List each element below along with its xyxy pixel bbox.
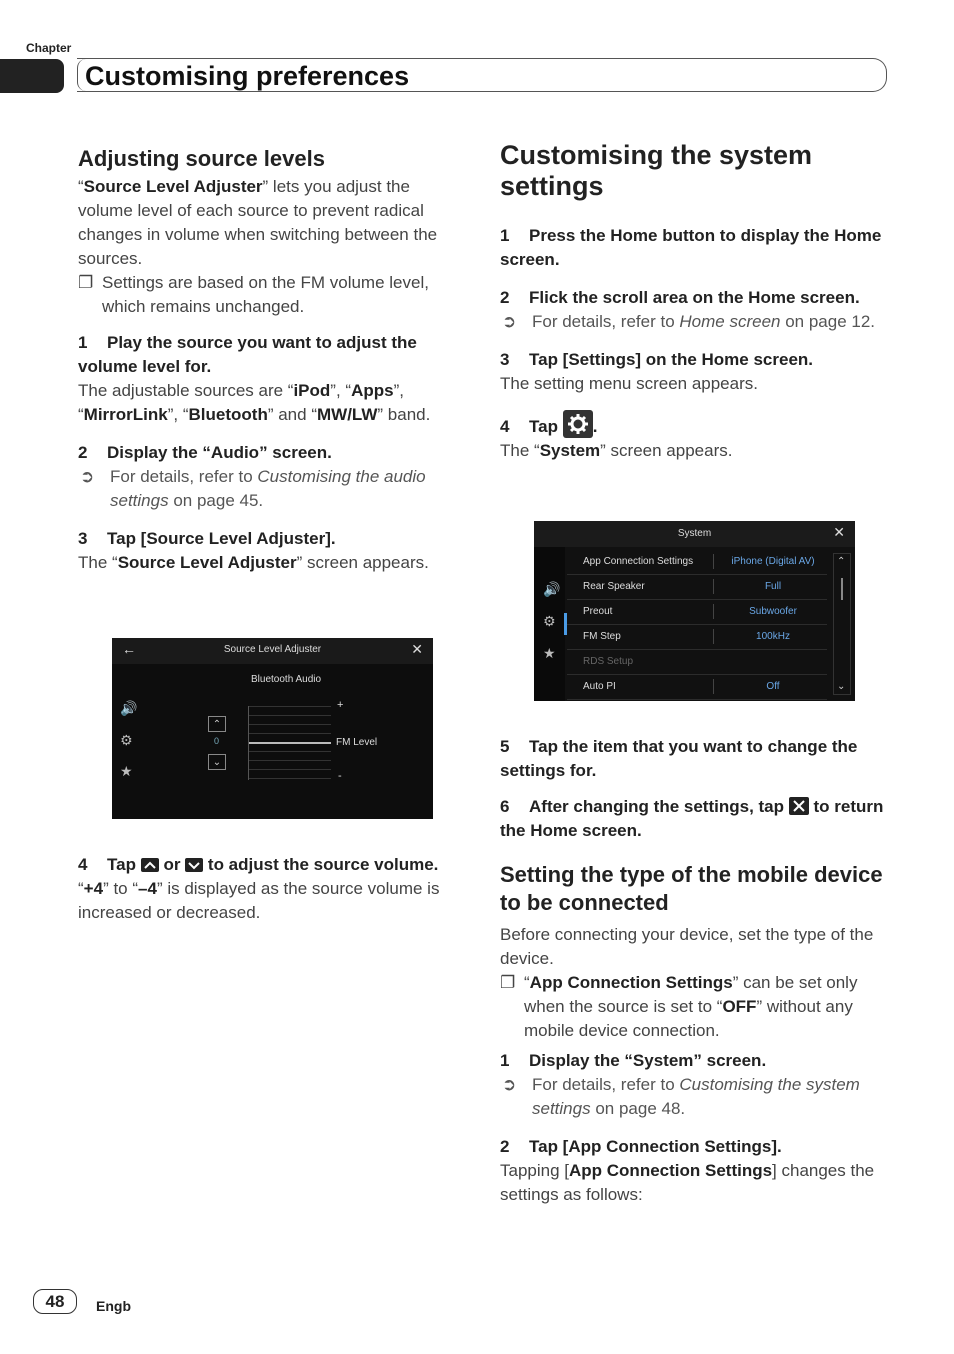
t-step-1-ref: ➲ For details, refer to Customising the system settings on page 48. — [502, 1075, 860, 1118]
screen-header — [534, 521, 855, 547]
close-icon[interactable]: ✕ — [833, 524, 845, 540]
gear-icon — [563, 410, 593, 438]
source-name: Bluetooth Audio — [251, 674, 322, 685]
close-icon[interactable]: ✕ — [411, 641, 423, 657]
scrollbar[interactable] — [833, 553, 851, 695]
section-heading-system-settings: Customising the system settings — [500, 140, 813, 201]
star-icon[interactable]: ★ — [543, 645, 556, 661]
step-3-body: The “Source Level Adjuster” screen appears. — [78, 553, 429, 572]
r-step-2-ref: ➲ For details, refer to Home screen on page 12. — [500, 310, 890, 334]
back-arrow-icon[interactable]: ← — [122, 641, 136, 657]
chapter-tab — [0, 59, 64, 93]
speaker-icon[interactable]: 🔊 — [120, 700, 138, 716]
r-step-1: 1 Press the Home button to display the Home screen. — [500, 226, 882, 269]
screen-header — [112, 638, 433, 664]
settings-row[interactable]: Preout Subwoofer — [567, 599, 827, 625]
r-step-4-body: The “System” screen appears. — [500, 441, 733, 460]
fm-level-label: FM Level — [336, 737, 378, 748]
r-step-5: 5 Tap the item that you want to change the settings for. — [500, 737, 858, 780]
speaker-icon[interactable]: 🔊 — [543, 581, 561, 597]
scroll-down-icon[interactable]: ⌄ — [837, 681, 846, 692]
t-step-2: 2 Tap [App Connection Settings]. — [500, 1137, 782, 1156]
sub-note: ❐ “App Connection Settings” can be set only when the source is set to “OFF” without any mobile device connection. — [500, 973, 858, 1040]
settings-row[interactable]: FM Step 100kHz — [567, 624, 827, 650]
arrow-up-icon — [141, 858, 159, 872]
step-2: 2 Display the “Audio” screen. — [78, 443, 332, 462]
step-3: 3 Tap [Source Level Adjuster]. — [78, 529, 336, 548]
note: ❐ Settings are based on the FM volume level, which remains unchanged. — [78, 273, 429, 316]
screen-title: Source Level Adjuster — [223, 644, 322, 655]
left-step-4 — [78, 853, 463, 925]
settings-row: RDS Setup — [567, 649, 827, 675]
gear-icon[interactable]: ⚙ — [543, 613, 556, 629]
level-grid — [248, 706, 331, 780]
r-step-6: 6 After changing the settings, tap to return the Home screen. — [500, 797, 884, 840]
language-code: Engb — [96, 1298, 131, 1314]
right-column-lower — [500, 735, 890, 1207]
settings-row[interactable]: App Connection Settings iPhone (Digital AV) — [567, 549, 827, 575]
step-1: 1 Play the source you want to adjust the volume level for. — [78, 333, 417, 376]
step-1-body: The adjustable sources are “iPod”, “Apps”, “MirrorLink”, “Bluetooth” and “MW/LW” band. — [78, 381, 431, 424]
reference-arrow-icon: ➲ — [80, 467, 95, 486]
level-up-button[interactable]: ⌃ — [208, 716, 226, 732]
t-step-2-body: Tapping [App Connection Settings] changes the settings as follows: — [500, 1161, 875, 1204]
reference-arrow-icon: ➲ — [502, 312, 517, 331]
step-2-ref: ➲ For details, refer to Customising the audio settings on page 45. — [80, 467, 426, 510]
left-column — [78, 145, 463, 575]
source-level-adjuster-screenshot — [112, 638, 433, 819]
r-step-4: 4 Tap . — [500, 410, 890, 439]
gear-icon[interactable]: ⚙ — [120, 732, 133, 748]
chapter-title-box — [77, 58, 887, 92]
sub-intro: Before connecting your device, set the type of the device. — [500, 925, 874, 968]
t-step-1: 1 Display the “System” screen. — [500, 1051, 767, 1070]
screen-title: System — [677, 528, 712, 539]
right-column — [500, 140, 890, 463]
level-value: 0 — [214, 736, 220, 746]
level-down-button[interactable]: ⌄ — [208, 754, 226, 770]
chapter-label: Chapter — [26, 41, 72, 55]
subsection-heading-mobile-device: Setting the type of the mobile device to be connected — [500, 862, 883, 915]
system-settings-screenshot — [534, 521, 855, 701]
step-4: 4 Tap or to adjust the source volume. — [78, 855, 439, 874]
plus-label: + — [337, 699, 344, 711]
intro-paragraph: “Source Level Adjuster” lets you adjust the volume level of each source to prevent radical changes in volume when switching between the sources. — [78, 177, 438, 268]
close-icon — [789, 797, 809, 815]
level-indicator[interactable] — [249, 742, 331, 744]
reference-arrow-icon: ➲ — [502, 1075, 517, 1094]
section-heading-source-levels: Adjusting source levels — [78, 146, 325, 171]
side-menu — [534, 547, 565, 701]
minus-label: - — [338, 770, 342, 782]
arrow-down-icon — [185, 858, 203, 872]
r-step-2: 2 Flick the scroll area on the Home screen. — [500, 288, 860, 307]
scroll-up-icon[interactable]: ⌃ — [837, 556, 846, 567]
r-step-3: 3 Tap [Settings] on the Home screen. — [500, 350, 814, 369]
page-number: 48 — [33, 1289, 77, 1314]
settings-row[interactable]: Rear Speaker Full — [567, 574, 827, 600]
settings-row[interactable]: Auto PI Off — [567, 674, 827, 700]
r-step-3-body: The setting menu screen appears. — [500, 374, 758, 393]
chapter-title: Customising preferences — [85, 61, 410, 91]
star-icon[interactable]: ★ — [120, 763, 133, 779]
step-4-body: “+4” to “–4” is displayed as the source volume is increased or decreased. — [78, 879, 440, 922]
